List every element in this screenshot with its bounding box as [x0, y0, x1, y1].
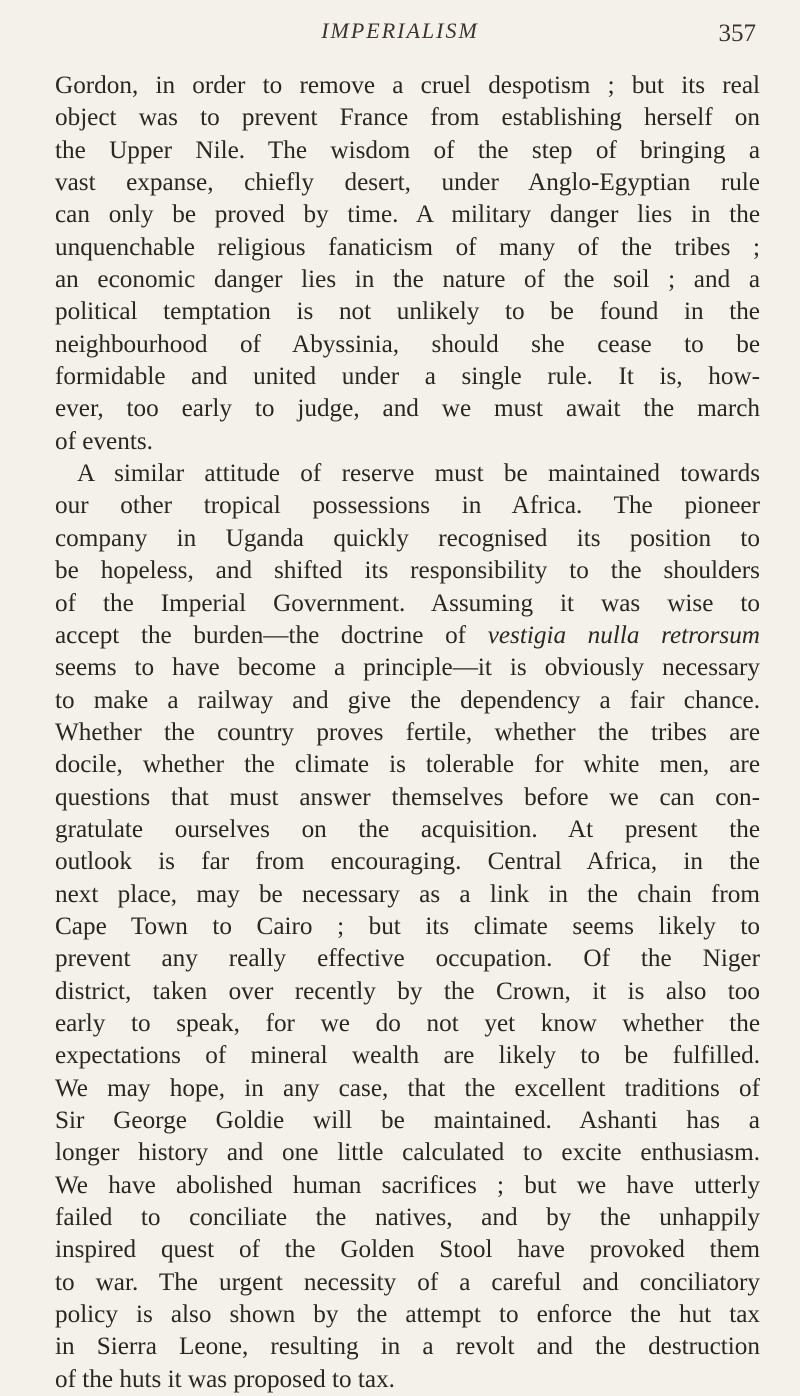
- running-title: IMPERIALISM: [321, 18, 479, 43]
- text-line: questions that must answer themselves before we can con-: [55, 783, 760, 811]
- text-line: vast expanse, chiefly desert, under Anglo-Egyptian rule: [55, 169, 760, 197]
- text-line: policy is also shown by the attempt to enforce the hut tax: [55, 1301, 760, 1329]
- text-line: political temptation is not unlikely to be found in the: [55, 298, 760, 326]
- latin-phrase: vestigia nulla retrorsum: [487, 621, 760, 649]
- text-line: an economic danger lies in the nature of the soil ; and a: [55, 266, 760, 294]
- text-line: accept the burden—the doctrine of vestigia nulla retrorsum: [55, 621, 760, 649]
- text-line: our other tropical possessions in Africa. The pioneer: [55, 492, 760, 520]
- text-line: next place, may be necessary as a link in the chain from: [55, 880, 760, 908]
- text-line: outlook is far from encouraging. Central Africa, in the: [55, 848, 760, 876]
- text-line: of events.: [55, 427, 153, 455]
- text-line: longer history and one little calculated to excite enthusiasm.: [55, 1139, 760, 1167]
- text-line: the Upper Nile. The wisdom of the step of bringing a: [55, 136, 760, 164]
- text-line: Cape Town to Cairo ; but its climate seems likely to: [55, 912, 760, 940]
- text-line: of the Imperial Government. Assuming it was wise to: [55, 589, 760, 617]
- text-line: docile, whether the climate is tolerable for white men, are: [55, 751, 760, 779]
- text-line: Gordon, in order to remove a cruel despotism ; but its real: [55, 72, 760, 99]
- text-line: expectations of mineral wealth are likely to be fulfilled.: [55, 1042, 760, 1070]
- text-line: Sir George Goldie will be maintained. Ashanti has a: [55, 1107, 760, 1134]
- text-line: can only be proved by time. A military danger lies in the: [55, 201, 760, 229]
- text-line: neighbourhood of Abyssinia, should she cease to be: [55, 330, 760, 358]
- text-line: Whether the country proves fertile, whether the tribes are: [55, 718, 760, 746]
- paragraph-start-line: A similar attitude of reserve must be maintained towards: [77, 460, 760, 488]
- text-line: prevent any really effective occupation. Of the Niger: [55, 945, 760, 973]
- text-line: of the huts it was proposed to tax.: [55, 1365, 395, 1393]
- text-line: unquenchable religious fanaticism of many of the tribes ;: [55, 233, 760, 261]
- text-line: formidable and united under a single rule. It is, how-: [55, 363, 760, 391]
- text-line: to make a railway and give the dependency a fair chance.: [55, 686, 760, 714]
- running-head: [0, 12, 800, 52]
- text-line: We may hope, in any case, that the excellent traditions of: [55, 1074, 760, 1102]
- text-line: district, taken over recently by the Crown, it is also too: [55, 977, 760, 1005]
- text-line: early to speak, for we do not yet know whether the: [55, 1009, 760, 1037]
- page-number: 357: [718, 20, 756, 47]
- text-line: gratulate ourselves on the acquisition. At present the: [55, 815, 760, 843]
- text-line: ever, too early to judge, and we must await the march: [55, 395, 760, 423]
- text-line: inspired quest of the Golden Stool have provoked them: [55, 1236, 760, 1264]
- text-line: failed to conciliate the natives, and by the unhappily: [55, 1204, 760, 1232]
- body-text: [55, 70, 760, 1396]
- text-line: to war. The urgent necessity of a careful and conciliatory: [55, 1268, 760, 1296]
- text-line: We have abolished human sacrifices ; but we have utterly: [55, 1171, 760, 1199]
- text-line: company in Uganda quickly recognised its position to: [55, 524, 760, 552]
- text-line: be hopeless, and shifted its responsibility to the shoulders: [55, 557, 760, 585]
- text-line: seems to have become a principle—it is obviously necessary: [55, 654, 760, 682]
- text-line: object was to prevent France from establishing herself on: [55, 104, 760, 132]
- text-line: in Sierra Leone, resulting in a revolt and the destruction: [55, 1333, 760, 1361]
